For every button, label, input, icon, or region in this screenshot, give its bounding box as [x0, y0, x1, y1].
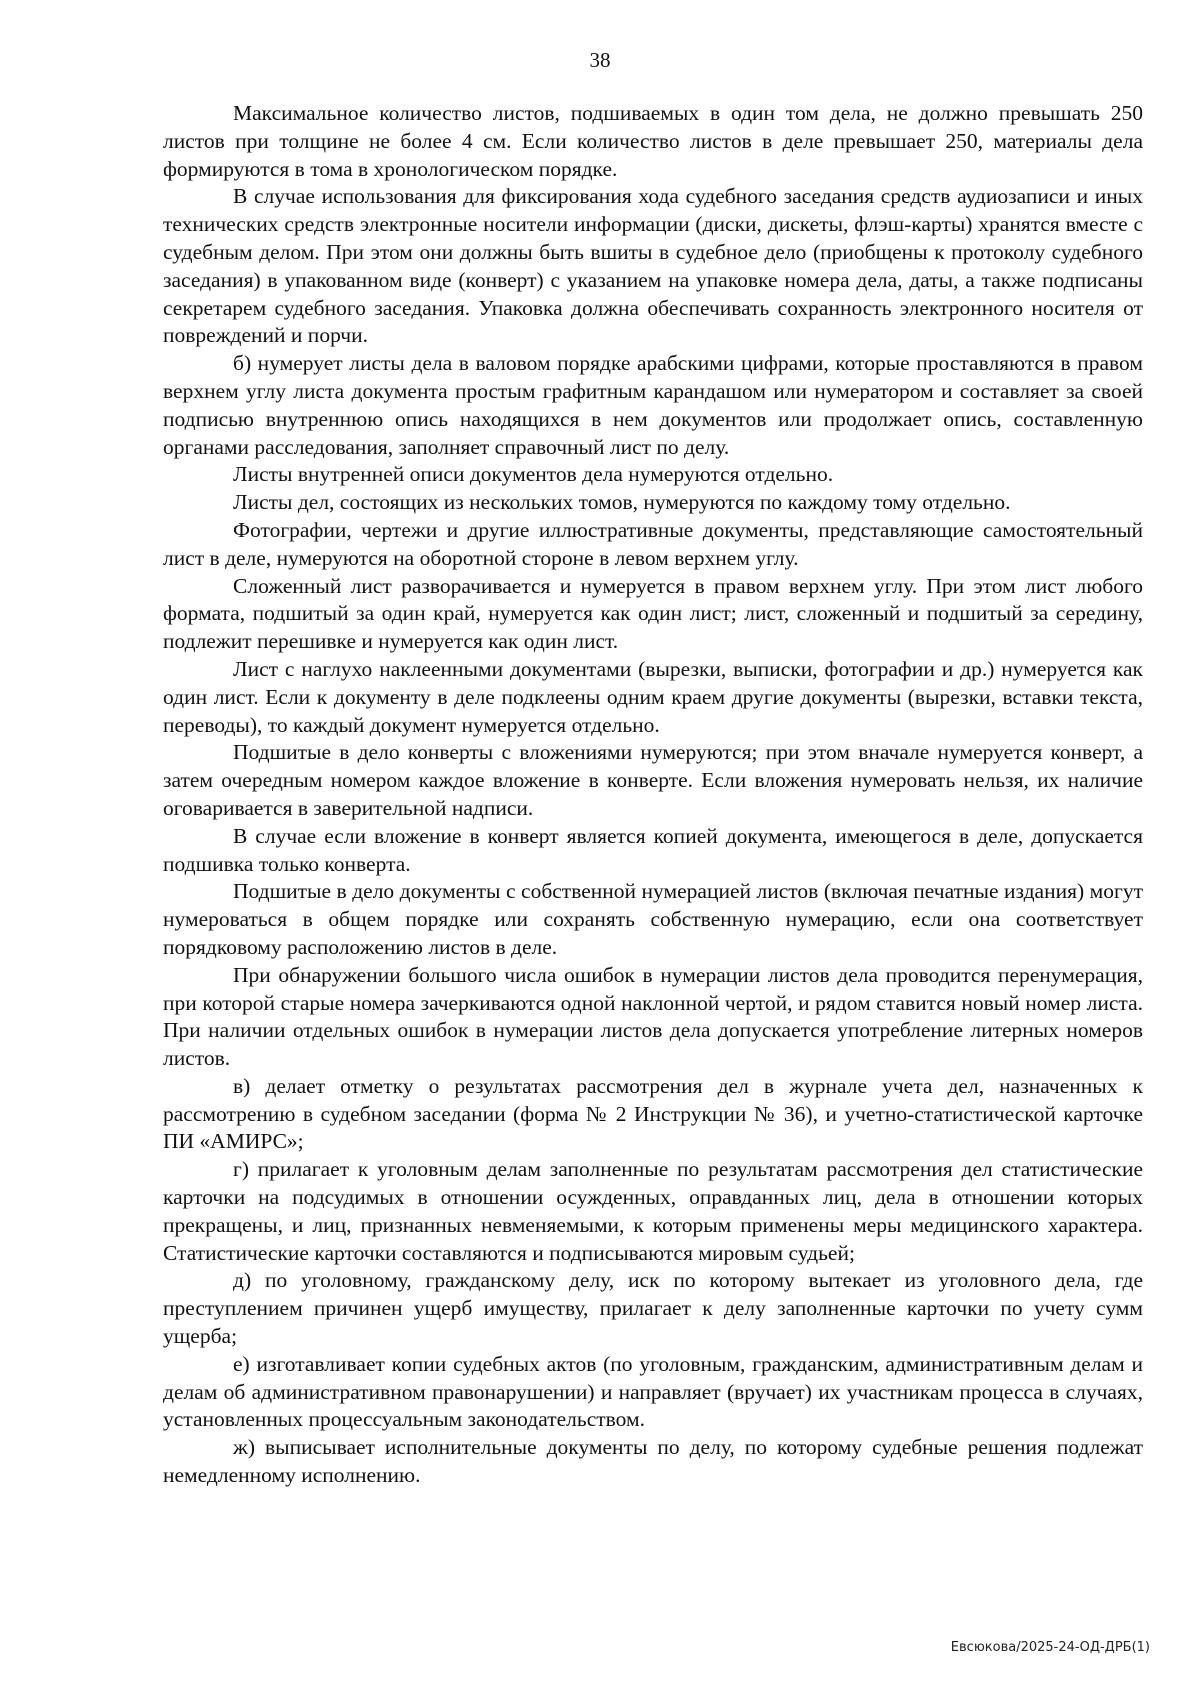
paragraph-photos: Фотографии, чертежи и другие иллюстративные документы, представляющие самостоятельный лист в деле, нумеруются на оборотной стороне в левом верхнем углу.: [163, 517, 1143, 570]
paragraph-inventory-numbering: Листы внутренней описи документов дела нумеруются отдельно.: [233, 462, 834, 487]
paragraph-item-g: г) прилагает к уголовным делам заполненные по результатам рассмотрения дел статистические карточки на подсудимых в отношении осужденных, оправданных лиц, дела в отношении которых прекращены, и лиц, признанных невменяемыми, к которым применены меры медицинского характера. Статистические карточки составляются и подписываются мировым судьей;: [163, 1157, 1143, 1265]
paragraph-envelope-copy: В случае если вложение в конверт является копией документа, имеющегося в деле, допускается подшивка только конверта.: [163, 823, 1143, 876]
paragraph-envelopes: Подшитые в дело конверты с вложениями нумеруются; при этом вначале нумеруется конверт, а затем очередным номером каждое вложение в конверте. Если вложения нумеровать нельзя, их наличие оговаривается в заверительной надписи.: [163, 740, 1143, 820]
paragraph-audio-media: В случае использования для фиксирования хода судебного заседания средств аудиозаписи и иных технических средств электронные носители информации (диски, дискеты, флэш-карты) хранятся вместе с судебным делом. При этом они должны быть вшиты в судебное дело (приобщены к протоколу судебного заседания) в упакованном виде (конверт) с указанием на упаковке номера дела, даты, а также подписаны секретарем судебного заседания. Упаковка должна обеспечивать сохранность электронного носителя от повреждений и порчи.: [163, 184, 1143, 348]
paragraph-max-sheets: Максимальное количество листов, подшиваемых в один том дела, не должно превышать 250 листов при толщине не более 4 см. Если количество листов в деле превышает 250, материалы дела формируются в тома в хронологическом порядке.: [163, 101, 1143, 181]
paragraph-renumbering: При обнаружении большого числа ошибок в нумерации листов дела проводится перенумерация, при которой старые номера зачеркиваются одной наклонной чертой, и рядом ставится новый номер листа. При наличии отдельных ошибок в нумерации листов дела допускается употребление литерных номеров листов.: [163, 962, 1143, 1071]
paragraph-item-v: в) делает отметку о результатах рассмотрения дел в журнале учета дел, назначенных к рассмотрению в судебном заседании (форма № 2 Инструкции № 36), и учетно-статистической карточке ПИ «АМИРС»;: [163, 1073, 1143, 1154]
page-number: 38: [589, 48, 611, 72]
paragraph-glued-documents: Лист с наглухо наклеенными документами (вырезки, выписки, фотографии и др.) нумеруется как один лист. Если к документу в деле подклеены одним краем другие документы (вырезки, вставки текста, переводы), то каждый документ нумеруется отдельно.: [163, 656, 1143, 737]
paragraph-folded-sheet: Сложенный лист разворачивается и нумеруется в правом верхнем углу. При этом лист любого формата, подшитый за один край, нумеруется как один лист; лист, сложенный и подшитый за середину, подлежит перешивке и нумеруется как один лист.: [163, 573, 1143, 654]
document-body: [163, 100, 1143, 1490]
paragraph-volumes-numbering: Листы дел, состоящих из нескольких томов, нумеруются по каждому тому отдельно.: [233, 490, 1011, 515]
paragraph-item-d: д) по уголовному, гражданскому делу, иск по которому вытекает из уголовного дела, где преступлением причинен ущерб имуществу, прилагает к делу заполненные карточки по учету сумм ущерба;: [163, 1268, 1143, 1349]
paragraph-own-numbering: Подшитые в дело документы с собственной нумерацией листов (включая печатные издания) могут нумероваться в общем порядке или сохранять собственную нумерацию, если она соответствует порядковому расположению листов в деле.: [163, 879, 1143, 959]
document-reference: Евсюкова/2025-24-ОД-ДРБ(1): [950, 1640, 1150, 1655]
paragraph-item-e: е) изготавливает копии судебных актов (по уголовным, гражданским, административным делам и делам об административном правонарушении) и направляет (вручает) их участникам процесса в случаях, установленных процессуальным законодательством.: [163, 1351, 1143, 1432]
paragraph-item-zh: ж) выписывает исполнительные документы по делу, по которому судебные решения подлежат немедленному исполнению.: [163, 1435, 1143, 1488]
paragraph-item-b: б) нумерует листы дела в валовом порядке арабскими цифрами, которые проставляются в правом верхнем углу листа документа простым графитным карандашом или нумератором и составляет за своей подписью внутреннюю опись находящихся в нем документов или продолжает опись, составленную органами расследования, заполняет справочный лист по делу.: [163, 351, 1143, 459]
